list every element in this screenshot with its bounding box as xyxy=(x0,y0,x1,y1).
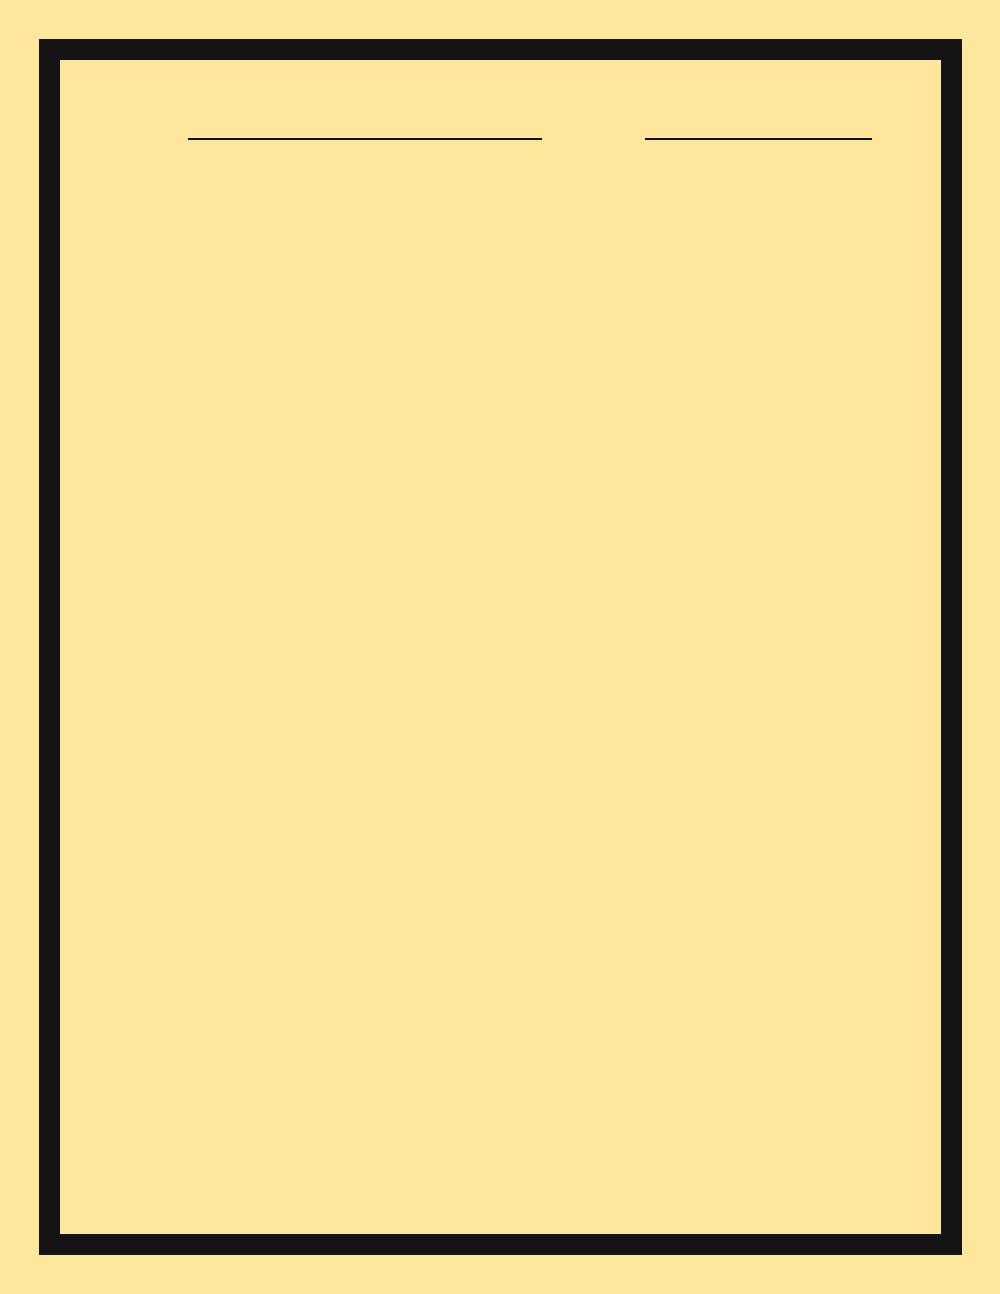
date-blank-line[interactable] xyxy=(645,138,872,140)
name-blank-line[interactable] xyxy=(188,138,542,140)
badge-letter xyxy=(703,1259,715,1271)
badge-letter xyxy=(690,1272,702,1284)
flower-border-bottom xyxy=(39,1236,962,1255)
live-badge-icon xyxy=(690,1259,715,1284)
badge-letter xyxy=(703,1272,715,1284)
flower-border-top xyxy=(39,39,962,58)
flower-border-right xyxy=(943,58,962,1236)
flower-border-left xyxy=(39,58,58,1236)
worksheet-body xyxy=(58,58,943,1236)
liveworksheets-logo xyxy=(690,1255,718,1287)
badge-letter xyxy=(690,1259,702,1271)
